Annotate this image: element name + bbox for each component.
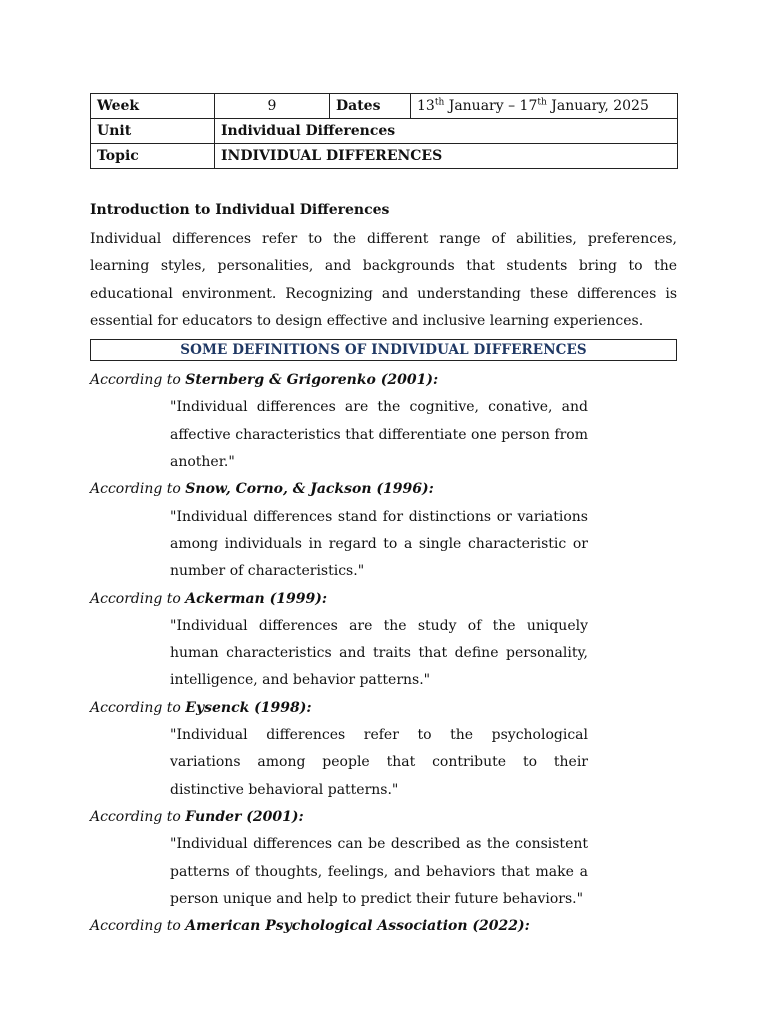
definition-item — [90, 804, 677, 913]
definition-item — [90, 586, 677, 695]
document-page — [90, 93, 677, 940]
definition-item — [90, 476, 677, 585]
topic-value: INDIVIDUAL DIFFERENCES — [215, 144, 678, 169]
according-prefix: According to — [90, 918, 186, 935]
unit-value: Individual Differences — [215, 119, 678, 144]
topic-label: Topic — [91, 144, 215, 169]
definition-author: Snow, Corno, & Jackson (1996): — [185, 481, 434, 498]
definition-quote: "Individual differences are the cognitive, conative, and affective characteristics that differentiate one person from another." — [170, 399, 588, 471]
according-prefix: According to — [90, 481, 186, 498]
according-prefix: According to — [90, 808, 186, 825]
week-value: 9 — [215, 94, 330, 119]
definition-author: Sternberg & Grigorenko (2001): — [185, 372, 439, 389]
according-prefix: According to — [90, 590, 186, 607]
week-info-table — [90, 93, 678, 169]
definition-quote: "Individual differences refer to the psychological variations among people that contribute to their distinctive behavioral patterns." — [170, 727, 588, 798]
definition-author: American Psychological Association (2022): — [185, 918, 530, 935]
definition-quote: "Individual differences stand for distinctions or variations among individuals in regard to a single characteristic or number of characteristics." — [170, 508, 588, 580]
intro-paragraph: Individual differences refer to the different range of abilities, preferences, learning styles, personalities, and backgrounds that students bring to the educational environment. Recognizing and understanding these differences is essential for educators to design effective and inclusive learning experiences. — [90, 231, 677, 329]
definition-item — [90, 367, 677, 476]
definition-quote: "Individual differences are the study of the uniquely human characteristics and traits that define personality, intelligence, and behavior patterns." — [170, 617, 588, 689]
week-label: Week — [91, 94, 215, 119]
according-prefix: According to — [90, 372, 186, 389]
unit-label: Unit — [91, 119, 215, 144]
dates-value: 13th January – 17th January, 2025 — [411, 94, 678, 119]
definition-author: Funder (2001): — [185, 808, 304, 825]
definition-author: Ackerman (1999): — [185, 590, 327, 607]
definition-item — [90, 913, 677, 940]
definitions-heading: SOME DEFINITIONS OF INDIVIDUAL DIFFERENCES — [90, 339, 677, 361]
definitions-list — [90, 367, 677, 940]
according-prefix: According to — [90, 699, 186, 716]
table-row — [91, 144, 678, 169]
table-row — [91, 119, 678, 144]
definition-item — [90, 695, 677, 804]
dates-label: Dates — [330, 94, 411, 119]
definition-quote: "Individual differences can be described as the consistent patterns of thoughts, feelings, and behaviors that make a person unique and help to predict their future behaviors." — [170, 836, 588, 907]
table-row — [91, 94, 678, 119]
definition-author: Eysenck (1998): — [185, 699, 312, 716]
intro-heading: Introduction to Individual Differences — [90, 202, 390, 218]
